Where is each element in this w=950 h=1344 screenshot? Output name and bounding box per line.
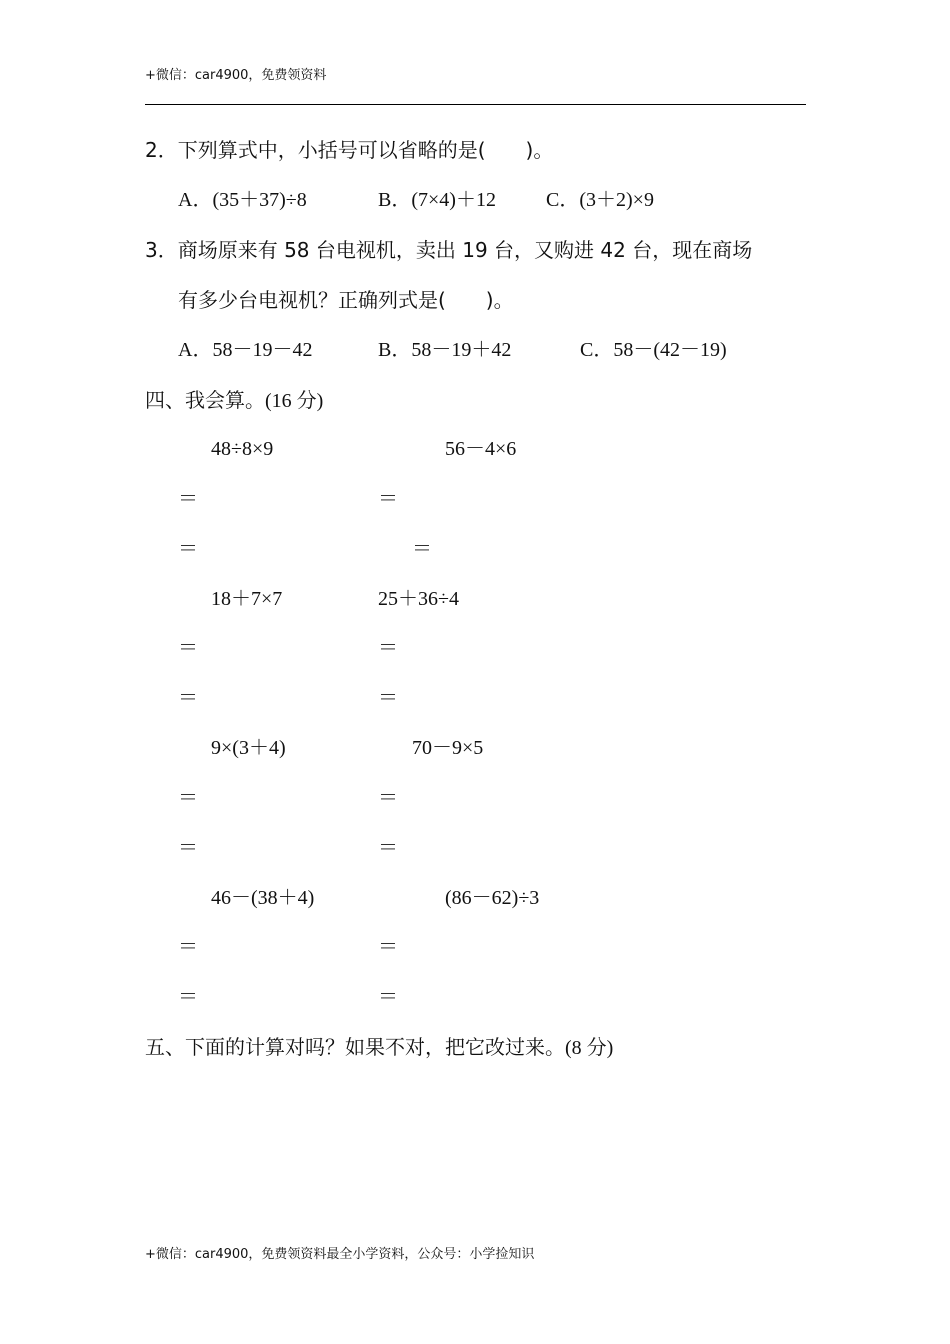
- equals-sign: ＝: [378, 637, 398, 659]
- question-3-option-a: A．58－19－42: [178, 339, 313, 361]
- equals-sign: ＝: [378, 488, 398, 510]
- equals-sign: ＝: [378, 986, 398, 1008]
- equals-sign: ＝: [178, 787, 198, 809]
- header-text: +微信：car4900，免费领资料: [145, 68, 327, 83]
- equals-sign: ＝: [178, 986, 198, 1008]
- calc-expression-1: 48÷8×9: [211, 438, 274, 460]
- question-2-stem: 2．下列算式中，小括号可以省略的是( )。: [145, 138, 554, 162]
- calc-expression-8: (86－62)÷3: [445, 887, 540, 909]
- section-4-score: (16 分): [265, 390, 324, 412]
- header-rule: [145, 104, 806, 105]
- equals-sign: ＝: [412, 538, 432, 560]
- equals-sign: ＝: [178, 936, 198, 958]
- calc-expression-5: 9×(3＋4): [211, 737, 286, 759]
- footer-text: +微信：car4900，免费领资料最全小学资料，公众号：小学捡知识: [145, 1247, 535, 1262]
- section-5-heading: [145, 1037, 613, 1058]
- equals-sign: ＝: [378, 837, 398, 859]
- calc-expression-6: 70－9×5: [412, 737, 484, 759]
- calc-expression-2: 56－4×6: [445, 438, 517, 460]
- equals-sign: ＝: [378, 687, 398, 709]
- equals-sign: ＝: [378, 787, 398, 809]
- equals-sign: ＝: [178, 687, 198, 709]
- section-4-heading: [145, 390, 323, 411]
- calc-expression-3: 18＋7×7: [211, 588, 283, 610]
- question-3-stem-line2: 有多少台电视机？正确列式是( )。: [178, 288, 514, 312]
- equals-sign: ＝: [178, 637, 198, 659]
- section-5-title: 五、下面的计算对吗？如果不对，把它改过来。: [145, 1035, 565, 1059]
- calc-expression-4: 25＋36÷4: [378, 588, 459, 610]
- equals-sign: ＝: [178, 488, 198, 510]
- section-5-score: (8 分): [565, 1037, 614, 1059]
- question-2-option-b: B．(7×4)＋12: [378, 189, 496, 211]
- question-2-option-c: C．(3＋2)×9: [546, 189, 654, 211]
- question-3-stem-line1: 3．商场原来有 58 台电视机，卖出 19 台，又购进 42 台，现在商场: [145, 238, 753, 262]
- equals-sign: ＝: [178, 837, 198, 859]
- section-4-title: 四、我会算。: [145, 388, 265, 412]
- equals-sign: ＝: [178, 538, 198, 560]
- calc-expression-7: 46－(38＋4): [211, 887, 315, 909]
- question-2-option-a: A．(35＋37)÷8: [178, 189, 307, 211]
- question-3-option-b: B．58－19＋42: [378, 339, 512, 361]
- question-3-option-c: C．58－(42－19): [580, 339, 727, 361]
- equals-sign: ＝: [378, 936, 398, 958]
